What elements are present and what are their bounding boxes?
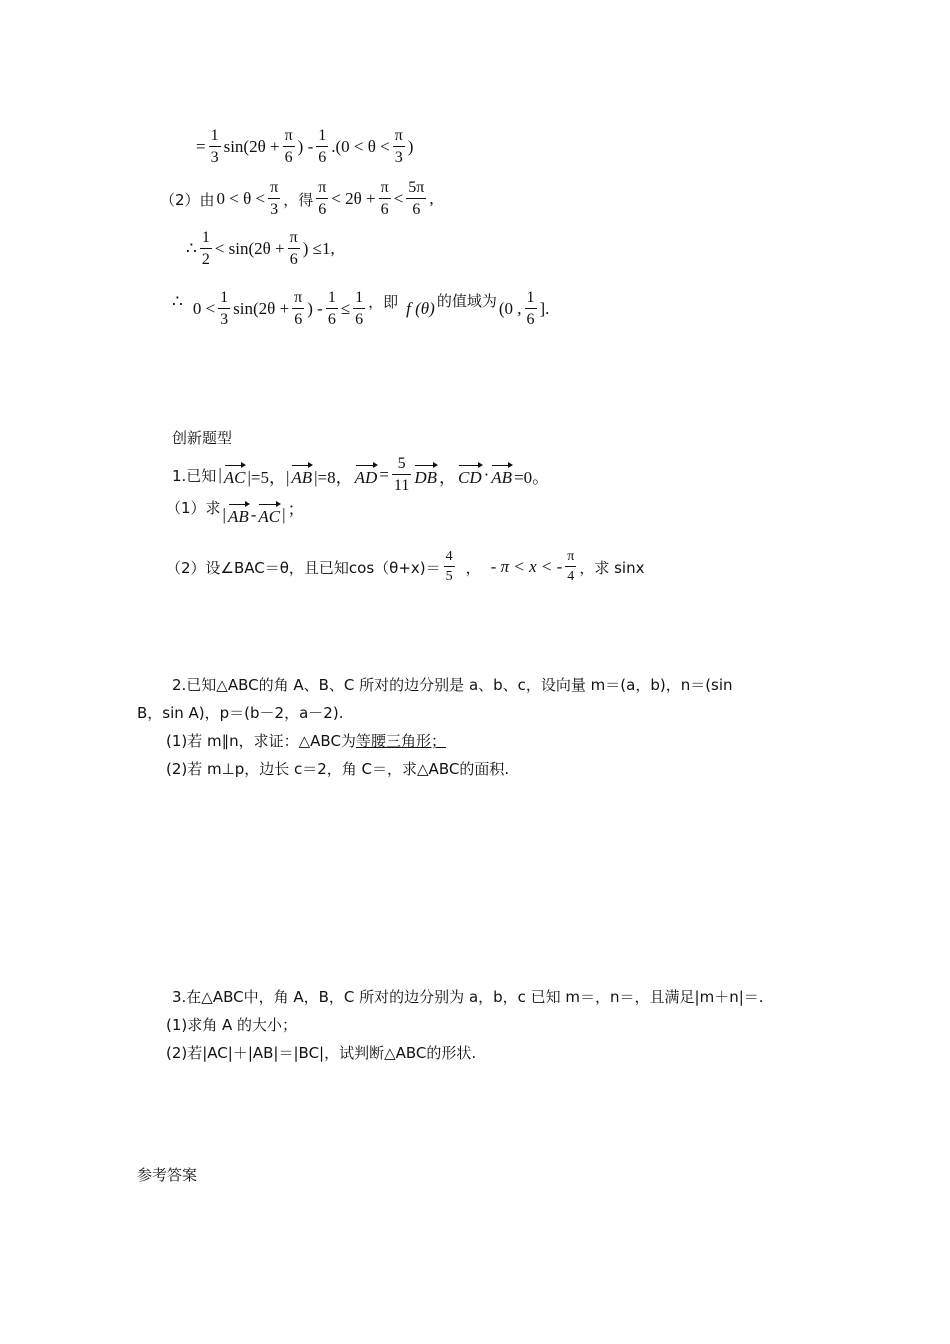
- q3-line1: 3.在△ABC中，角 A，B，C 所对的边分别为 a，b，c 已知 m＝，n＝，且满足|m＋n|＝.: [172, 988, 764, 1006]
- equation-f-theta: = $\frac{1}{3}$ sin(2θ + $\frac{\pi}{6}$ ) - $\frac{1}{6}$ .(0 < θ < $\frac{\pi}{3}$ ): [196, 127, 414, 166]
- minus-term: ) -: [297, 137, 314, 156]
- vector-ad: AD: [355, 463, 378, 488]
- q1-part1: （1）求 | AB - AC | ；: [166, 499, 305, 526]
- vector-ac: AC: [258, 502, 280, 527]
- fraction-one-sixth: $\frac{1}{6}$: [318, 127, 327, 166]
- q3-part1: (1)求角 A 的大小；: [166, 1016, 298, 1034]
- fraction-one-half: $\frac{1}{2}$: [201, 229, 210, 268]
- q1-part2: （2）设∠BAC＝θ，且已知cos（θ+x)＝ $\frac{4}{5}$ ， - π < x < - $\frac{\pi}{4}$ ，求 sinx: [166, 549, 645, 584]
- q2-part1: (1)若 m∥n，求证：△ABC为等腰三角形；: [166, 732, 446, 750]
- part3-bounds: ∴ $\frac{1}{2}$ < sin(2θ + $\frac{\pi}{6}$ ) ≤1,: [186, 229, 335, 268]
- fraction-one-sixth: $\frac{1}{6}$: [355, 289, 364, 328]
- part2-inequality: （2）由 0 < θ < $\frac{\pi}{3}$ ，得 $\frac{\pi}{6}$ < 2θ + $\frac{\pi}{6}$ < $\frac{5\pi}{6}$ ,: [160, 179, 434, 218]
- vector-ab: AB: [491, 463, 512, 488]
- q1-statement: 1.已知 | AC |=5，| AB |=8， AD = $\frac{5}{11}$ DB ， CD · AB =0。: [172, 455, 550, 494]
- vector-ab: AB: [291, 463, 312, 488]
- fraction-pi-six: $\frac{\pi}{6}$: [284, 127, 293, 166]
- fraction-one-sixth: $\frac{1}{6}$: [327, 289, 336, 328]
- fraction-five-elevenths: $\frac{5}{11}$: [393, 455, 410, 494]
- fraction-one-sixth: $\frac{1}{6}$: [526, 289, 535, 328]
- fraction-one-third: $\frac{1}{3}$: [210, 127, 219, 166]
- vector-ab: AB: [228, 502, 249, 527]
- fraction-pi-third: $\frac{\pi}{3}$: [394, 127, 403, 166]
- fraction-pi-six: $\frac{\pi}{6}$: [318, 179, 327, 218]
- answers-title: 参考答案: [137, 1166, 198, 1184]
- fraction-pi-six: $\frac{\pi}{6}$: [289, 229, 298, 268]
- sin-term: sin(2θ +: [223, 137, 280, 156]
- vector-cd: CD: [458, 463, 482, 488]
- fraction-four-fifths: $\frac{4}{5}$: [445, 549, 453, 584]
- fraction-five-pi-six: $\frac{5\pi}{6}$: [408, 179, 425, 218]
- section-title: 创新题型: [172, 429, 233, 447]
- part4-range: ∴ 0 < $\frac{1}{3}$ sin(2θ + $\frac{\pi}{6}$ ) - $\frac{1}{6}$ ≤ $\frac{1}{6}$ ，即 f (θ) 的值域为 (0 , $\frac{1}{6}$ ].: [172, 289, 550, 328]
- vector-ac: AC: [224, 463, 246, 488]
- vector-db: DB: [414, 463, 437, 488]
- q2-line1: 2.已知△ABC的角 A、B、C 所对的边分别是 a、b、c，设向量 m＝(a，b)，n＝(sin: [172, 676, 733, 694]
- equals-sign: =: [196, 137, 206, 156]
- fraction-one-third: $\frac{1}{3}$: [220, 289, 229, 328]
- q2-line2: B，sin A)，p＝(b－2，a－2).: [137, 704, 344, 722]
- q2-part2: (2)若 m⊥p，边长 c＝2，角 C＝，求△ABC的面积.: [166, 760, 510, 778]
- fraction-pi-third: $\frac{\pi}{3}$: [270, 179, 279, 218]
- domain-condition: .(0 < θ <: [331, 137, 390, 156]
- fraction-pi-quarter: $\frac{\pi}{4}$: [567, 549, 575, 584]
- fraction-pi-six: $\frac{\pi}{6}$: [294, 289, 303, 328]
- q3-part2: (2)若|AC|＋|AB|＝|BC|，试判断△ABC的形状.: [166, 1044, 477, 1062]
- fraction-pi-six: $\frac{\pi}{6}$: [380, 179, 389, 218]
